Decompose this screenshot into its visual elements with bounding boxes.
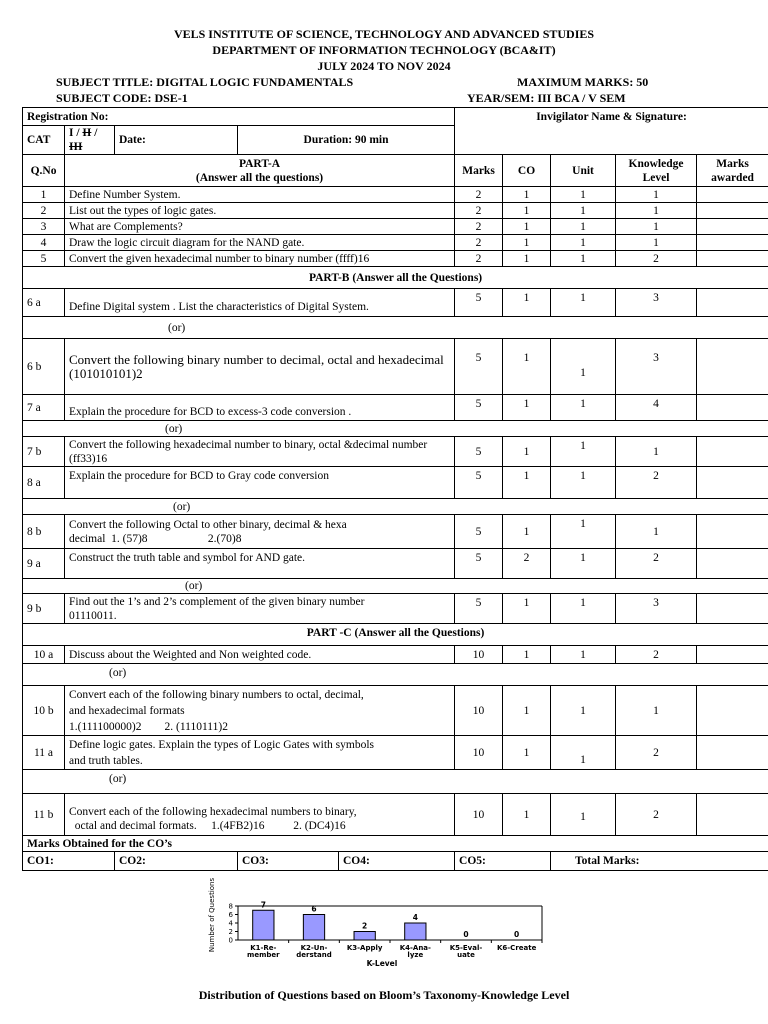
year-sem: YEAR/SEM: III BCA / V SEM xyxy=(467,91,626,105)
q-unit: 1 xyxy=(551,251,616,267)
q-awarded[interactable] xyxy=(697,736,768,770)
unit-header: Unit xyxy=(551,155,616,187)
part-a-note: (Answer all the questions) xyxy=(195,171,324,184)
table-row xyxy=(23,549,768,579)
q-text-line: Find out the 1’s and 2’s complement of the given binary number xyxy=(69,595,365,608)
q-unit: 1 xyxy=(551,339,616,395)
co3-co4-fields xyxy=(238,852,455,871)
department-title: DEPARTMENT OF INFORMATION TECHNOLOGY (BCA&IT) xyxy=(212,43,556,57)
q-co: 1 xyxy=(503,467,551,499)
cat-iii: III xyxy=(69,141,83,153)
q-kl: 1 xyxy=(616,686,697,736)
q-co: 1 xyxy=(503,515,551,549)
q-kl: 4 xyxy=(616,395,697,421)
q-marks: 10 xyxy=(455,736,503,770)
q-text: Convert the following binary number to decimal, octal and hexadecimal (101010101)2 xyxy=(65,339,455,395)
q-number: 10 a xyxy=(23,646,65,664)
q-co: 1 xyxy=(503,187,551,203)
q-number: 1 xyxy=(23,187,65,203)
q-unit: 1 xyxy=(551,219,616,235)
q-text xyxy=(65,686,455,736)
q-kl: 2 xyxy=(616,736,697,770)
subject-title: SUBJECT TITLE: DIGITAL LOGIC FUNDAMENTALS xyxy=(56,75,354,89)
registration-field[interactable]: Registration No: xyxy=(23,108,455,126)
x-tick-label: uate xyxy=(457,951,475,959)
table-row xyxy=(23,736,768,770)
q-text-line: decimal 1. (57)8 2.(70)8 xyxy=(69,532,242,545)
q-text: Define Digital system . List the characteristics of Digital System. xyxy=(65,289,455,317)
q-awarded[interactable] xyxy=(697,594,768,624)
q-text-line: Convert each of the following hexadecimal numbers to binary, xyxy=(69,806,357,818)
q-awarded[interactable] xyxy=(697,395,768,421)
marks-obtained-label: Marks Obtained for the CO’s xyxy=(23,836,768,852)
q-marks: 5 xyxy=(455,289,503,317)
q-kl: 1 xyxy=(616,515,697,549)
x-tick-label: K4-Ana- xyxy=(399,944,431,952)
x-tick-label: K3-Apply xyxy=(346,944,383,952)
q-kl: 3 xyxy=(616,289,697,317)
q-marks: 5 xyxy=(455,437,503,467)
q-kl: 1 xyxy=(616,235,697,251)
table-row xyxy=(23,203,768,219)
q-number: 4 xyxy=(23,235,65,251)
x-tick-label: K5-Eval- xyxy=(449,944,483,952)
subject-code: SUBJECT CODE: DSE-1 xyxy=(56,91,188,105)
q-number: 11 b xyxy=(23,794,65,836)
q-kl: 2 xyxy=(616,646,697,664)
table-row xyxy=(23,251,768,267)
bar xyxy=(303,915,324,941)
table-row xyxy=(23,646,768,664)
table-row xyxy=(23,187,768,203)
q-unit: 1 xyxy=(551,686,616,736)
table-row xyxy=(23,339,768,395)
q-unit: 1 xyxy=(551,289,616,317)
q-co: 1 xyxy=(503,339,551,395)
q-awarded[interactable] xyxy=(697,251,768,267)
q-marks: 5 xyxy=(455,339,503,395)
q-awarded[interactable] xyxy=(697,686,768,736)
q-text: Construct the truth table and symbol for AND gate. xyxy=(65,549,455,579)
q-co: 1 xyxy=(503,686,551,736)
q-kl: 1 xyxy=(616,437,697,467)
q-number: 6 b xyxy=(23,339,65,395)
x-axis-label: K-Level xyxy=(366,959,398,968)
q-number: 9 b xyxy=(23,594,65,624)
cat-options xyxy=(65,126,115,155)
bloom-distribution-chart xyxy=(200,872,560,972)
q-text-line: Convert each of the following binary numbers to octal, decimal, xyxy=(69,688,364,701)
q-text: Explain the procedure for BCD to Gray code conversion xyxy=(65,467,455,499)
q-co: 1 xyxy=(503,395,551,421)
q-unit: 1 xyxy=(551,437,616,467)
invigilator-field[interactable]: Invigilator Name & Signature: xyxy=(455,108,768,155)
q-marks: 10 xyxy=(455,646,503,664)
chart-caption: Distribution of Questions based on Bloom’s Taxonomy-Knowledge Level xyxy=(198,988,570,1002)
q-text xyxy=(65,794,455,836)
q-text: What are Complements? xyxy=(65,219,455,235)
q-unit: 1 xyxy=(551,736,616,770)
q-number: 11 a xyxy=(23,736,65,770)
q-awarded[interactable] xyxy=(697,289,768,317)
q-unit: 1 xyxy=(551,187,616,203)
q-kl: 2 xyxy=(616,549,697,579)
bar xyxy=(253,910,274,940)
co2-field[interactable]: CO2: xyxy=(115,852,238,871)
q-marks: 5 xyxy=(455,549,503,579)
q-text xyxy=(65,594,455,624)
bar-value-label: 7 xyxy=(260,900,266,910)
q-awarded[interactable] xyxy=(697,549,768,579)
q-text xyxy=(65,736,455,770)
q-marks: 2 xyxy=(455,187,503,203)
q-awarded[interactable] xyxy=(697,794,768,836)
co3-field[interactable]: CO3: xyxy=(238,852,339,870)
question-paper-table xyxy=(22,107,768,871)
table-row xyxy=(23,235,768,251)
part-c-title: PART -C (Answer all the Questions) xyxy=(23,624,768,646)
q-awarded[interactable] xyxy=(697,339,768,395)
session-title: JULY 2024 TO NOV 2024 xyxy=(317,59,451,73)
q-awarded[interactable] xyxy=(697,437,768,467)
q-unit: 1 xyxy=(551,646,616,664)
bar-value-label: 2 xyxy=(362,921,368,931)
q-number: 7 b xyxy=(23,437,65,467)
q-co: 1 xyxy=(503,289,551,317)
y-tick-label: 2 xyxy=(228,928,233,936)
or-separator: (or) xyxy=(23,579,768,594)
table-row xyxy=(23,395,768,421)
q-number: 5 xyxy=(23,251,65,267)
q-co: 1 xyxy=(503,736,551,770)
y-tick-label: 8 xyxy=(228,902,233,911)
table-row xyxy=(23,437,768,467)
q-unit: 1 xyxy=(551,395,616,421)
q-text: Draw the logic circuit diagram for the NAND gate. xyxy=(65,235,455,251)
table-row xyxy=(23,289,768,317)
marks-header: Marks xyxy=(455,155,503,187)
cat-i: I / xyxy=(69,127,83,139)
q-kl: 1 xyxy=(616,187,697,203)
q-number: 8 a xyxy=(23,467,65,499)
q-co: 1 xyxy=(503,646,551,664)
or-separator: (or) xyxy=(23,499,768,515)
q-text-line: and truth tables. xyxy=(69,754,143,767)
q-marks: 10 xyxy=(455,686,503,736)
q-co: 1 xyxy=(503,794,551,836)
or-separator: (or) xyxy=(23,421,768,437)
q-kl: 3 xyxy=(616,594,697,624)
q-marks: 5 xyxy=(455,515,503,549)
q-text-line: Convert the following Octal to other binary, decimal & hexa xyxy=(69,518,347,531)
q-co: 1 xyxy=(503,251,551,267)
date-field[interactable]: Date: xyxy=(115,126,238,155)
q-co: 1 xyxy=(503,203,551,219)
q-text: Explain the procedure for BCD to excess-3 code conversion . xyxy=(65,395,455,421)
q-text-line: 1.(111100000)2 2. (1110111)2 xyxy=(69,720,228,733)
q-awarded[interactable] xyxy=(697,187,768,203)
y-tick-label: 6 xyxy=(228,911,233,919)
bar-value-label: 0 xyxy=(463,930,469,939)
q-number: 7 a xyxy=(23,395,65,421)
bar-value-label: 4 xyxy=(412,913,418,922)
q-kl: 2 xyxy=(616,467,697,499)
q-number: 10 b xyxy=(23,686,65,736)
q-kl: 1 xyxy=(616,219,697,235)
knowledge-header: Knowledge Level xyxy=(616,155,697,187)
co5-field[interactable]: CO5: xyxy=(455,852,551,871)
cat-label: CAT xyxy=(23,126,65,155)
q-marks: 2 xyxy=(455,235,503,251)
q-co: 1 xyxy=(503,437,551,467)
q-kl: 1 xyxy=(616,203,697,219)
q-number: 9 a xyxy=(23,549,65,579)
duration-label: Duration: 90 min xyxy=(238,126,455,155)
bar-value-label: 0 xyxy=(514,930,520,939)
q-unit: 1 xyxy=(551,594,616,624)
table-row xyxy=(23,467,768,499)
q-co: 1 xyxy=(503,235,551,251)
max-marks: MAXIMUM MARKS: 50 xyxy=(517,75,649,89)
part-b-title: PART-B (Answer all the Questions) xyxy=(23,267,768,289)
x-tick-label: K6-Create xyxy=(496,944,537,952)
q-text xyxy=(65,515,455,549)
or-separator: (or) xyxy=(23,317,768,339)
q-unit: 1 xyxy=(551,549,616,579)
q-number: 3 xyxy=(23,219,65,235)
qno-header: Q.No xyxy=(23,155,65,187)
part-a-title: PART-A xyxy=(238,157,281,170)
cat-ii: II xyxy=(82,127,92,139)
q-unit: 1 xyxy=(551,794,616,836)
q-number: 2 xyxy=(23,203,65,219)
q-marks: 2 xyxy=(455,251,503,267)
table-row xyxy=(23,219,768,235)
institute-title: VELS INSTITUTE OF SCIENCE, TECHNOLOGY AND ADVANCED STUDIES xyxy=(173,27,595,41)
q-marks: 5 xyxy=(455,467,503,499)
q-text: Discuss about the Weighted and Non weighted code. xyxy=(65,646,455,664)
q-number: 6 a xyxy=(23,289,65,317)
q-kl: 2 xyxy=(616,794,697,836)
q-text: List out the types of logic gates. xyxy=(65,203,455,219)
bar xyxy=(354,932,375,941)
q-awarded[interactable] xyxy=(697,203,768,219)
total-marks-field[interactable]: Total Marks: xyxy=(551,852,768,871)
table-row xyxy=(23,686,768,736)
y-axis-label: Number of Questions xyxy=(208,877,216,953)
x-tick-label: derstand xyxy=(296,951,332,959)
q-awarded[interactable] xyxy=(697,219,768,235)
table-row xyxy=(23,515,768,549)
q-text: Define Number System. xyxy=(65,187,455,203)
q-awarded[interactable] xyxy=(697,235,768,251)
q-awarded[interactable] xyxy=(697,646,768,664)
or-separator: (or) xyxy=(23,770,768,794)
part-a-header xyxy=(65,155,455,187)
x-tick-label: K2-Un- xyxy=(300,944,328,952)
co4-field[interactable]: CO4: xyxy=(343,855,370,867)
q-text: Convert the following hexadecimal number to binary, octal &decimal number (ff33)16 xyxy=(65,437,455,467)
x-tick-label: member xyxy=(247,951,280,959)
or-separator: (or) xyxy=(23,664,768,686)
table-row xyxy=(23,594,768,624)
q-unit: 1 xyxy=(551,235,616,251)
y-tick-label: 4 xyxy=(228,919,233,928)
bar xyxy=(405,923,426,940)
q-co: 2 xyxy=(503,549,551,579)
q-awarded[interactable] xyxy=(697,515,768,549)
q-marks: 10 xyxy=(455,794,503,836)
q-marks: 2 xyxy=(455,219,503,235)
y-tick-label: 0 xyxy=(228,936,233,945)
q-unit: 1 xyxy=(551,467,616,499)
q-co: 1 xyxy=(503,594,551,624)
q-marks: 5 xyxy=(455,594,503,624)
q-number: 8 b xyxy=(23,515,65,549)
q-text: Convert the given hexadecimal number to binary number (ffff)16 xyxy=(65,251,455,267)
table-row xyxy=(23,794,768,836)
q-text-line: Define logic gates. Explain the types of Logic Gates with symbols xyxy=(69,738,375,751)
q-unit: 1 xyxy=(551,515,616,549)
co1-field[interactable]: CO1: xyxy=(23,852,115,871)
cat-sep: / xyxy=(91,127,98,139)
x-tick-label: lyze xyxy=(407,951,424,959)
q-marks: 5 xyxy=(455,395,503,421)
q-kl: 3 xyxy=(616,339,697,395)
q-co: 1 xyxy=(503,219,551,235)
q-text-line: 01110011. xyxy=(69,609,117,622)
q-text-line: and hexadecimal formats xyxy=(69,704,185,717)
bar-value-label: 6 xyxy=(311,904,317,914)
awarded-header: Marks awarded xyxy=(697,155,768,187)
co-header: CO xyxy=(503,155,551,187)
q-unit: 1 xyxy=(551,203,616,219)
q-text-line: octal and decimal formats. 1.(4FB2)16 2. (DC4)16 xyxy=(69,820,346,832)
q-awarded[interactable] xyxy=(697,467,768,499)
x-tick-label: K1-Re- xyxy=(250,944,277,952)
q-kl: 2 xyxy=(616,251,697,267)
q-marks: 2 xyxy=(455,203,503,219)
